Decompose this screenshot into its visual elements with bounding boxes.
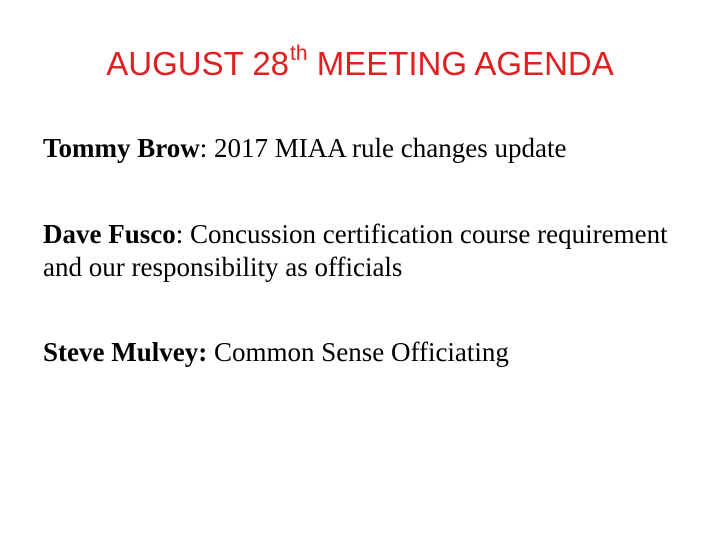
agenda-item-2-separator: : — [175, 219, 190, 249]
agenda-item-3-topic: Common Sense Officiating — [213, 337, 509, 367]
title-text-pre: AUGUST 28 — [106, 45, 290, 82]
agenda-item-2 — [43, 218, 693, 284]
agenda-item-1-topic: 2017 MIAA rule changes update — [214, 133, 567, 163]
agenda-item-2-speaker: Dave Fusco — [43, 219, 176, 249]
agenda-item-1-separator: : — [199, 133, 215, 163]
title-superscript: th — [290, 42, 308, 65]
title-text-post: MEETING AGENDA — [307, 45, 614, 82]
agenda-item-1-speaker: Tommy Brow — [43, 133, 200, 163]
agenda-item-1 — [43, 132, 693, 165]
agenda-item-3-speaker: Steve Mulvey: — [43, 337, 208, 367]
agenda-item-2-topic: Concussion certification course requirement and our responsibility as officials — [43, 219, 668, 282]
agenda-item-3-separator — [207, 337, 214, 367]
slide-title — [0, 42, 720, 82]
agenda-item-3 — [43, 336, 693, 369]
